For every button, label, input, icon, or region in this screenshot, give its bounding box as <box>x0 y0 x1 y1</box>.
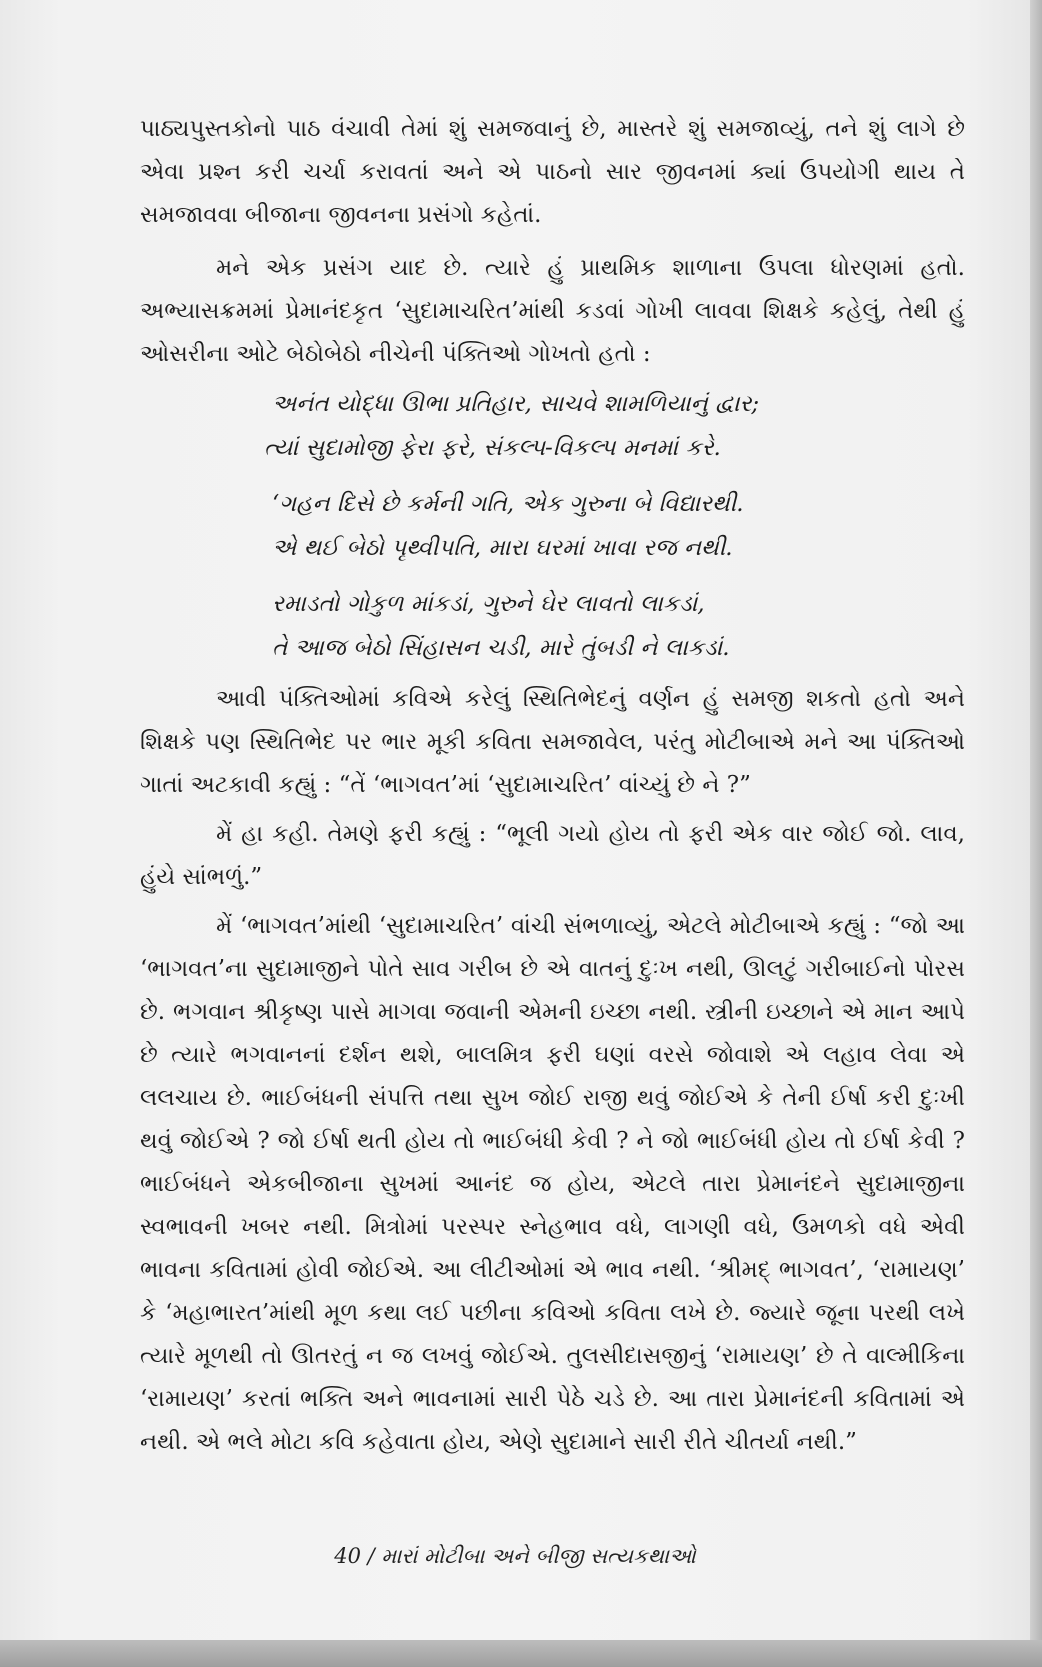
page-shadow-bottom <box>0 1640 1042 1667</box>
verse-line-3: ‘ગહન દિસે છે કર્મની ગતિ, એક ગુરુના બે વિદ્યારથી. <box>272 491 744 517</box>
verse-line-2: ત્યાં સુદામોજી ફેરા ફરે, સંકલ્પ-વિકલ્પ મનમાં કરે. <box>264 435 721 461</box>
paragraph-1: પાઠ્યપુસ્તકોનો પાઠ વંચાવી તેમાં શું સમજવાનું છે, માસ્તરે શું સમજાવ્યું, તને શું લાગે છે એવા પ્રશ્ન કરી ચર્ચા કરાવતાં અને એ પાઠનો સાર જીવનમાં ક્યાં ઉપયોગી થાય તે સમજાવવા બીજાના જીવનના પ્રસંગો કહેતાં. <box>140 116 965 228</box>
verse-line-4: એ થઈ બેઠો પૃથ્વીપતિ, મારા ઘરમાં ખાવા રજ નથી. <box>272 535 733 561</box>
verse-line-6: તે આજ બેઠો સિંહાસન ચડી, મારે તુંબડી ને લાકડાં. <box>272 635 730 661</box>
poem-verses <box>140 382 965 670</box>
paragraph-5: મેં ‘ભાગવત’માંથી ‘સુદામાચરિત’ વાંચી સંભળાવ્યું, એટલે મોટીબાએ કહ્યું : “જો આ ‘ભાગવત’ના સુદામાજીને પોતે સાવ ગરીબ છે એ વાતનું દુઃખ નથી, ઊલટું ગરીબાઈનો પોરસ છે. ભગવાન શ્રીકૃષ્ણ પાસે માગવા જવાની એમની ઇચ્છા નથી. સ્ત્રીની ઇચ્છાને એ માન આપે છે ત્યારે ભગવાનનાં દર્શન થશે, બાલમિત્ર ફરી ઘણાં વરસે જોવાશે એ લહાવ લેવા એ લલચાય છે. ભાઈબંધની સંપત્તિ તથા સુખ જોઈ રાજી થવું જોઈએ કે તેની ઈર્ષા કરી દુઃખી થવું જોઈએ ? જો ઈર્ષા થતી હોય તો ભાઈબંધી કેવી ? ને જો ભાઈબંધી હોય તો ઈર્ષા કેવી ? ભાઈબંધને એકબીજાના સુખમાં આનંદ જ હોય, એટલે તારા પ્રેમાનંદને સુદામાજીના સ્વભાવની ખબર નથી. મિત્રોમાં પરસ્પર સ્નેહભાવ વધે, લાગણી વધે, ઉમળકો વધે એવી ભાવના કવિતામાં હોવી જોઈએ. આ લીટીઓમાં એ ભાવ નથી. ‘શ્રીમદ્ ભાગવત’, ‘રામાયણ’ કે ‘મહાભારત’માંથી મૂળ કથા લઈ પછીના કવિઓ કવિતા લખે છે. જ્યારે જૂના પરથી લખે ત્યારે મૂળથી તો ઊતરતું ન જ લખવું જોઈએ. તુલસીદાસજીનું ‘રામાયણ’ છે તે વાલ્મીકિના ‘રામાયણ’ કરતાં ભક્તિ અને ભાવનામાં સારી પેઠે ચડે છે. આ તારા પ્રેમાનંદની કવિતામાં એ નથી. એ ભલે મોટા કવિ કહેવાતા હોય, એણે સુદામાને સારી રીતે ચીતર્યા નથી.” <box>140 913 965 1455</box>
verse-line-1: અનંત યોદ્ધા ઊભા પ્રતિહાર, સાચવે શામળિયાનું દ્વાર; <box>272 391 760 417</box>
paragraph-3: આવી પંક્તિઓમાં કવિએ કરેલું સ્થિતિભેદનું વર્ણન હું સમજી શકતો હતો અને શિક્ષકે પણ સ્થિતિભેદ પર ભાર મૂકી કવિતા સમજાવેલ, પરંતુ મોટીબાએ મને આ પંક્તિઓ ગાતાં અટકાવી કહ્યું : “તેં ‘ભાગવત’માં ‘સુદામાચરિત’ વાંચ્યું છે ને ?” <box>140 686 965 798</box>
paragraph-2: મને એક પ્રસંગ યાદ છે. ત્યારે હું પ્રાથમિક શાળાના ઉપલા ધોરણમાં હતો. અભ્યાસક્રમમાં પ્રેમાનંદકૃત ‘સુદામાચરિત’માંથી કડવાં ગોખી લાવવા શિક્ષકે કહેલું, તેથી હું ઓસરીના ઓટે બેઠોબેઠો નીચેની પંક્તિઓ ગોખતો હતો : <box>140 255 965 367</box>
paragraph-4: મેં હા કહી. તેમણે ફરી કહ્યું : “ભૂલી ગયો હોય તો ફરી એક વાર જોઈ જો. લાવ, હુંયે સાંભળું.” <box>140 821 965 890</box>
verse-line-5: રમાડતો ગોકુળ માંકડાં, ગુરુને ઘેર લાવતો લાકડાં, <box>272 591 705 617</box>
page-footer: 40 / મારાં મોટીબા અને બીજી સત્યકથાઓ <box>334 1544 696 1568</box>
page-body <box>140 108 965 1464</box>
page-shadow-right <box>1030 0 1042 1667</box>
